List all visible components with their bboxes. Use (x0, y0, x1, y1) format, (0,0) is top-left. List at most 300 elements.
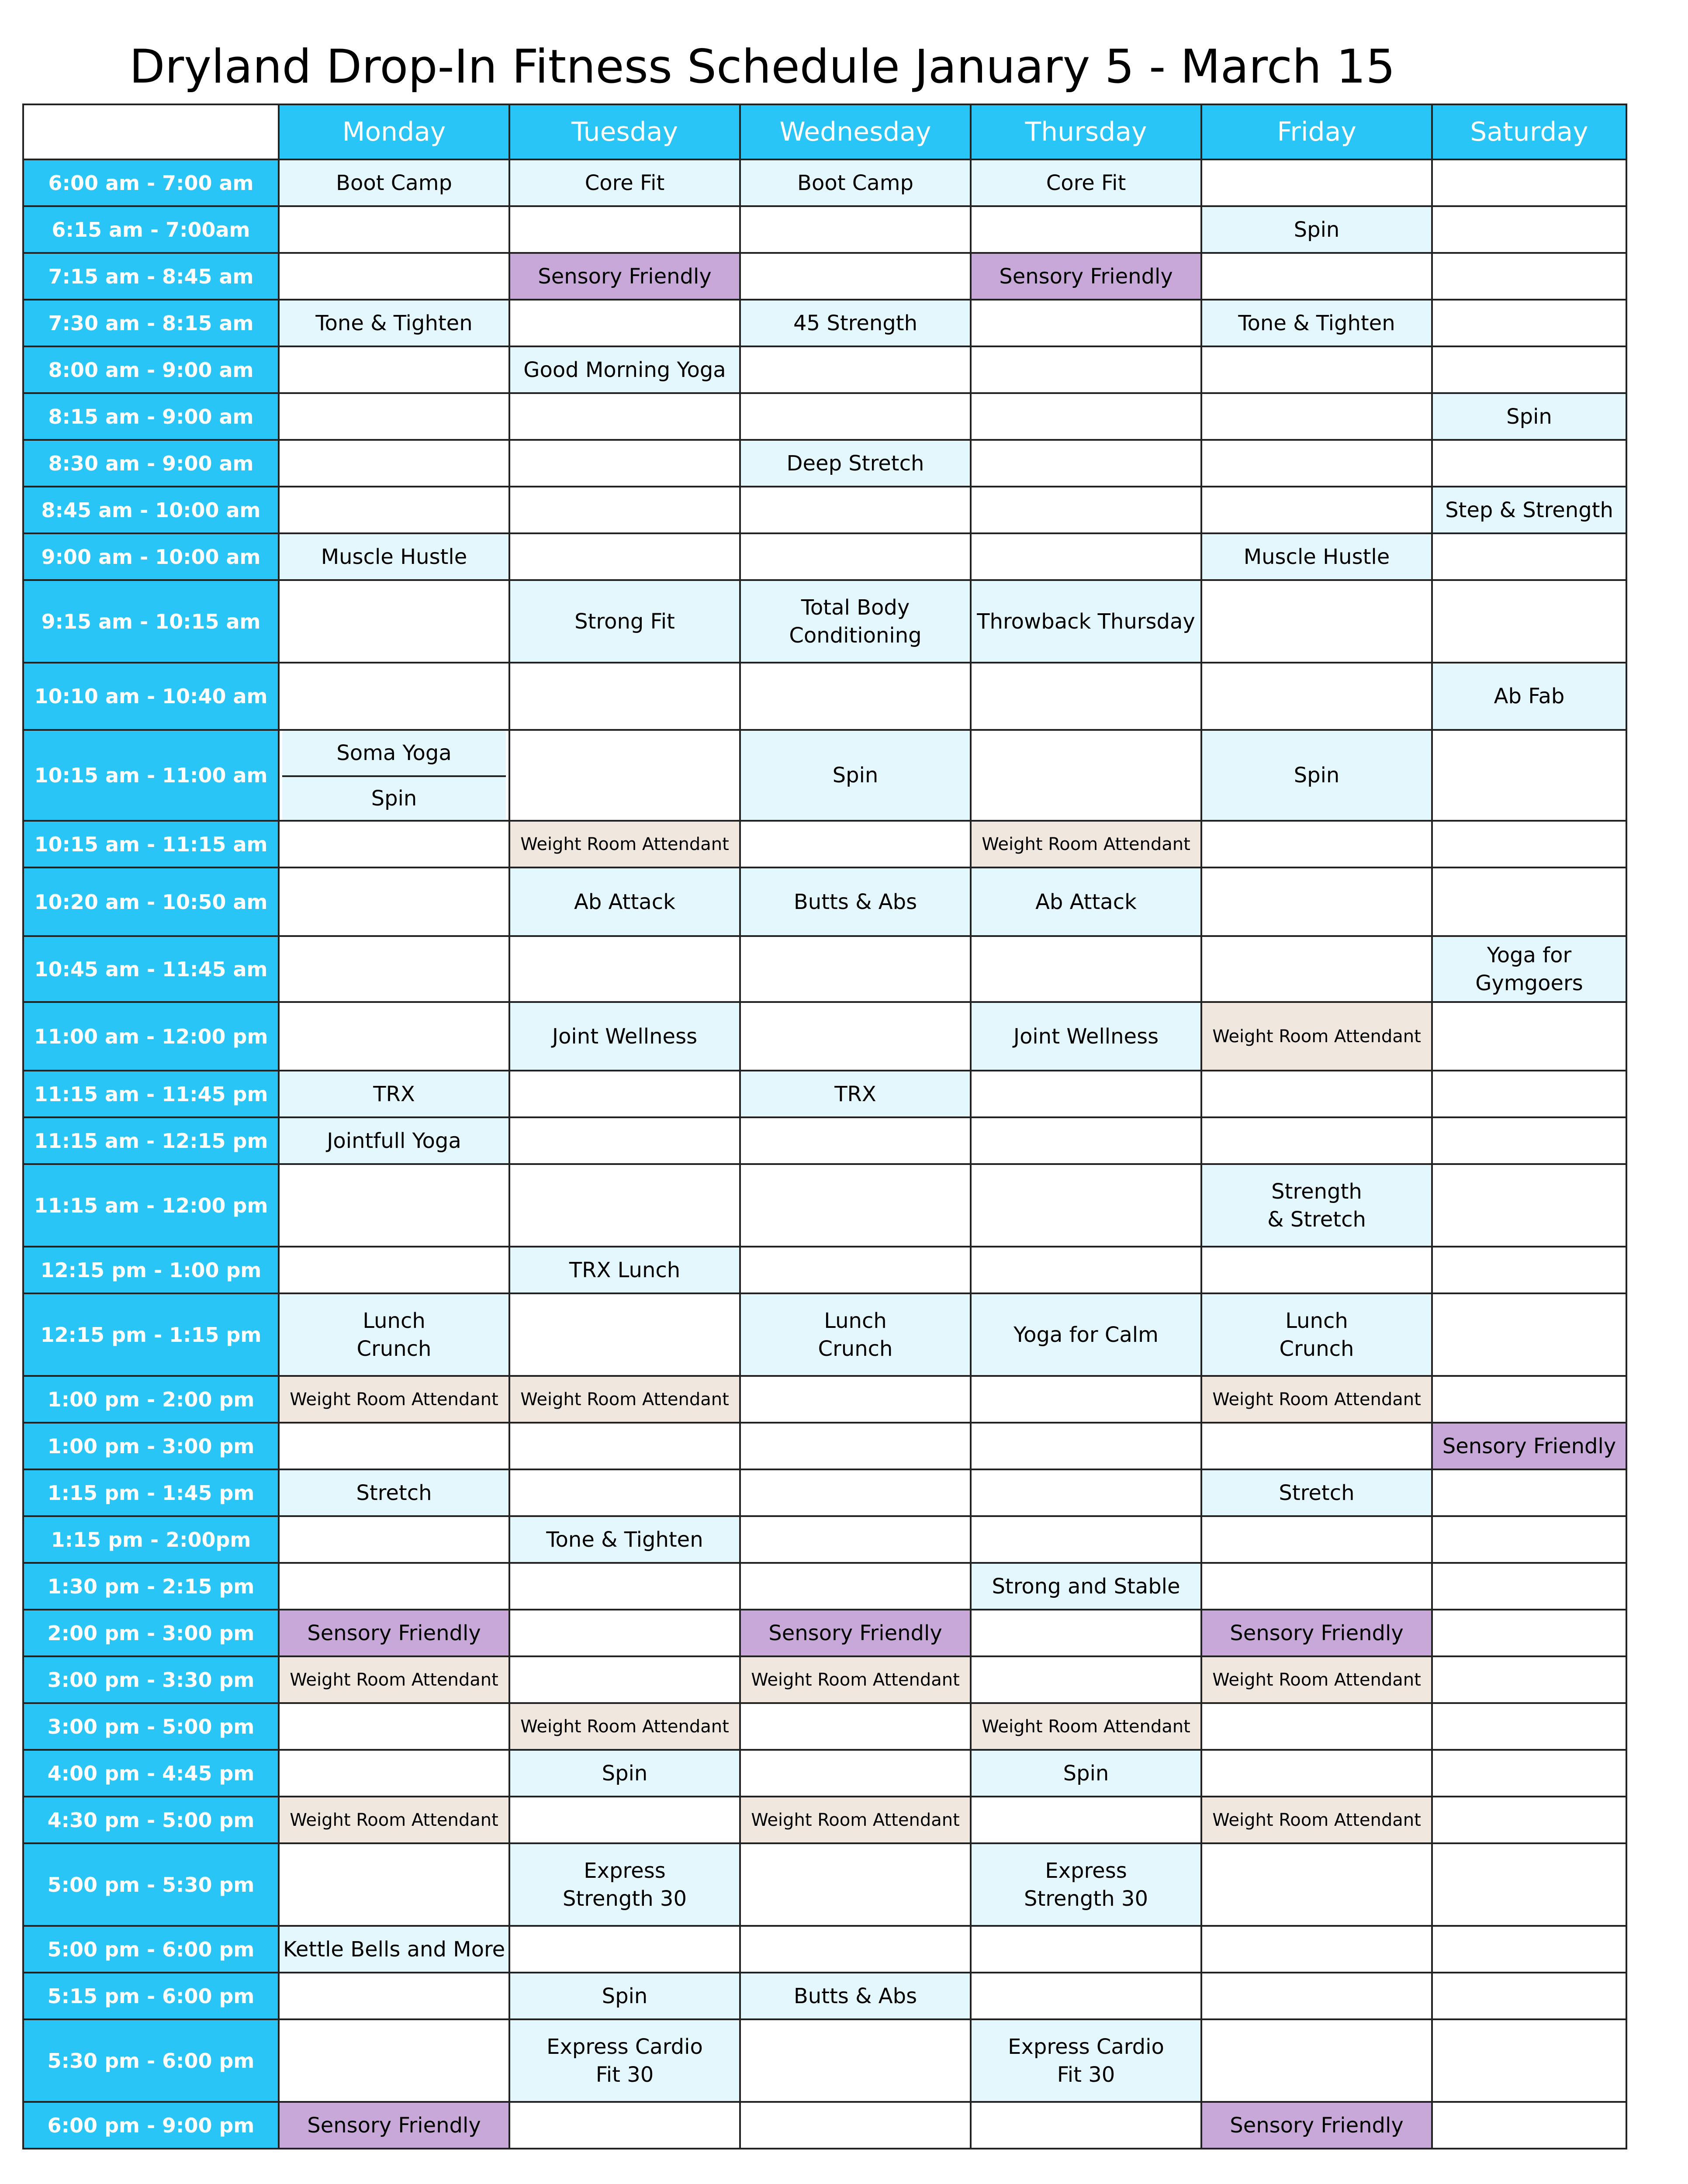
empty-cell (1432, 346, 1626, 393)
empty-cell (509, 1656, 740, 1703)
class-name: TRX (834, 1082, 876, 1106)
class-name: Strong Fit (574, 609, 675, 634)
class-cell (740, 300, 971, 346)
empty-cell (1432, 580, 1626, 663)
class-name: Yoga for Gymgoers (1475, 943, 1583, 995)
sensory-friendly-cell (279, 1610, 509, 1656)
schedule-row (23, 2102, 1626, 2149)
empty-cell (971, 1117, 1201, 1164)
empty-cell (509, 1164, 740, 1247)
time-slot-label: 1:15 pm - 2:00pm (23, 1516, 279, 1563)
class-entry: Spin (282, 775, 506, 820)
class-cell (1432, 663, 1626, 730)
class-name: Spin (602, 1761, 648, 1786)
weight-room-cell (1201, 1002, 1432, 1071)
sensory-friendly-cell (1201, 2102, 1432, 2149)
class-name: Weight Room Attendant (1212, 1026, 1421, 1047)
class-name: Yoga for Calm (1013, 1322, 1159, 1347)
class-name: Weight Room Attendant (982, 1716, 1190, 1737)
empty-cell (1201, 1750, 1432, 1797)
time-slot-label: 8:30 am - 9:00 am (23, 440, 279, 487)
empty-cell (1201, 1516, 1432, 1563)
time-slot-label: 11:00 am - 12:00 pm (23, 1002, 279, 1071)
empty-cell (1432, 1071, 1626, 1117)
empty-cell (279, 936, 509, 1002)
class-name: TRX Lunch (569, 1258, 681, 1282)
empty-cell (971, 440, 1201, 487)
empty-cell (1201, 1423, 1432, 1469)
time-slot-label: 12:15 pm - 1:15 pm (23, 1293, 279, 1376)
schedule-table (22, 104, 1627, 2149)
time-slot-label: 8:15 am - 9:00 am (23, 393, 279, 440)
corner-cell (23, 104, 279, 159)
empty-cell (740, 1703, 971, 1750)
empty-cell (971, 1973, 1201, 2019)
empty-cell (279, 2019, 509, 2102)
class-name: Throwback Thursday (977, 609, 1195, 634)
class-cell (509, 1750, 740, 1797)
empty-cell (1432, 1002, 1626, 1071)
empty-cell (740, 1926, 971, 1973)
empty-cell (279, 1973, 509, 2019)
class-name: Spin (1063, 1761, 1109, 1786)
class-name: Core Fit (1046, 170, 1126, 195)
class-cell (971, 159, 1201, 206)
time-slot-label: 10:45 am - 11:45 am (23, 936, 279, 1002)
class-cell (1432, 487, 1626, 533)
schedule-row (23, 1469, 1626, 1516)
class-cell (509, 1002, 740, 1071)
empty-cell (509, 730, 740, 821)
class-cell (509, 346, 740, 393)
class-name: Express Strength 30 (563, 1858, 687, 1911)
empty-cell (279, 1423, 509, 1469)
empty-cell (279, 346, 509, 393)
empty-cell (971, 1797, 1201, 1843)
time-slot-label: 1:15 pm - 1:45 pm (23, 1469, 279, 1516)
schedule-row (23, 1423, 1626, 1469)
empty-cell (1432, 2019, 1626, 2102)
class-name: Tone & Tighten (546, 1527, 703, 1552)
class-cell (971, 580, 1201, 663)
time-slot-label: 4:00 pm - 4:45 pm (23, 1750, 279, 1797)
empty-cell (1432, 821, 1626, 867)
class-name: Lunch Crunch (818, 1308, 893, 1361)
class-cell (509, 159, 740, 206)
weight-room-cell (279, 1656, 509, 1703)
class-name: Good Morning Yoga (523, 357, 726, 382)
class-cell (1201, 1164, 1432, 1247)
class-cell (740, 730, 971, 821)
empty-cell (1201, 346, 1432, 393)
time-slot-label: 9:15 am - 10:15 am (23, 580, 279, 663)
empty-cell (279, 1750, 509, 1797)
sensory-friendly-cell (1201, 1610, 1432, 1656)
class-name: Boot Camp (336, 170, 452, 195)
schedule-row (23, 1750, 1626, 1797)
empty-cell (971, 1423, 1201, 1469)
class-cell (509, 2019, 740, 2102)
class-name: Boot Camp (797, 170, 913, 195)
class-name: Tone & Tighten (1238, 311, 1395, 335)
empty-cell (1432, 300, 1626, 346)
class-name: Jointfull Yoga (327, 1128, 461, 1153)
class-cell (509, 580, 740, 663)
empty-cell (279, 1563, 509, 1610)
empty-cell (279, 1703, 509, 1750)
class-name: Sensory Friendly (1230, 1621, 1404, 1645)
schedule-row (23, 580, 1626, 663)
class-cell (509, 1973, 740, 2019)
class-name: Joint Wellness (552, 1024, 698, 1049)
class-name: Weight Room Attendant (1212, 1669, 1421, 1690)
empty-cell (971, 346, 1201, 393)
empty-cell (279, 1247, 509, 1293)
class-name: Butts & Abs (793, 1984, 917, 2008)
empty-cell (1201, 1247, 1432, 1293)
weight-room-cell (971, 821, 1201, 867)
empty-cell (971, 1469, 1201, 1516)
weight-room-cell (1201, 1656, 1432, 1703)
empty-cell (279, 1164, 509, 1247)
empty-cell (971, 1247, 1201, 1293)
class-cell (279, 1469, 509, 1516)
day-header-monday: Monday (279, 104, 509, 159)
empty-cell (279, 1843, 509, 1926)
schedule-row (23, 159, 1626, 206)
day-header-thursday: Thursday (971, 104, 1201, 159)
schedule-row (23, 206, 1626, 253)
class-name: Weight Room Attendant (290, 1389, 498, 1410)
time-slot-label: 3:00 pm - 3:30 pm (23, 1656, 279, 1703)
class-cell (1201, 533, 1432, 580)
class-name: Sensory Friendly (307, 2113, 481, 2138)
day-header-row (23, 104, 1626, 159)
time-slot-label: 12:15 pm - 1:00 pm (23, 1247, 279, 1293)
day-header-wednesday: Wednesday (740, 104, 971, 159)
schedule-row (23, 1563, 1626, 1610)
empty-cell (509, 1423, 740, 1469)
sensory-friendly-cell (740, 1610, 971, 1656)
class-cell (740, 440, 971, 487)
empty-cell (279, 487, 509, 533)
class-cell (740, 159, 971, 206)
class-name: Express Strength 30 (1024, 1858, 1148, 1911)
empty-cell (509, 1563, 740, 1610)
time-slot-label: 10:15 am - 11:00 am (23, 730, 279, 821)
empty-cell (279, 867, 509, 936)
empty-cell (971, 1656, 1201, 1703)
empty-cell (509, 1469, 740, 1516)
empty-cell (1432, 1926, 1626, 1973)
empty-cell (740, 346, 971, 393)
weight-room-cell (1201, 1797, 1432, 1843)
empty-cell (509, 1926, 740, 1973)
class-name: Sensory Friendly (999, 264, 1173, 289)
class-name: Sensory Friendly (1230, 2113, 1404, 2138)
weight-room-cell (509, 821, 740, 867)
class-name: Tone & Tighten (315, 311, 473, 335)
schedule-row (23, 821, 1626, 867)
empty-cell (740, 1469, 971, 1516)
empty-cell (740, 1843, 971, 1926)
empty-cell (509, 936, 740, 1002)
empty-cell (509, 487, 740, 533)
empty-cell (279, 663, 509, 730)
empty-cell (279, 440, 509, 487)
schedule-row (23, 1002, 1626, 1071)
empty-cell (509, 1071, 740, 1117)
empty-cell (1201, 2019, 1432, 2102)
empty-cell (1201, 253, 1432, 300)
empty-cell (740, 1750, 971, 1797)
class-name: Lunch Crunch (1279, 1308, 1354, 1361)
class-cell (740, 1293, 971, 1376)
class-name: Muscle Hustle (1243, 544, 1390, 569)
empty-cell (1432, 1376, 1626, 1423)
schedule-row (23, 533, 1626, 580)
empty-cell (509, 300, 740, 346)
class-name: Weight Room Attendant (290, 1669, 498, 1690)
schedule-row (23, 487, 1626, 533)
empty-cell (740, 1117, 971, 1164)
class-cell (971, 1750, 1201, 1797)
empty-cell (509, 1797, 740, 1843)
time-slot-label: 10:20 am - 10:50 am (23, 867, 279, 936)
schedule-row (23, 936, 1626, 1002)
class-cell (740, 867, 971, 936)
weight-room-cell (509, 1703, 740, 1750)
empty-cell (1432, 206, 1626, 253)
empty-cell (1432, 1703, 1626, 1750)
time-slot-label: 11:15 am - 11:45 pm (23, 1071, 279, 1117)
time-slot-label: 11:15 am - 12:15 pm (23, 1117, 279, 1164)
class-cell (971, 1843, 1201, 1926)
empty-cell (1432, 253, 1626, 300)
empty-cell (1432, 1164, 1626, 1247)
empty-cell (1201, 580, 1432, 663)
empty-cell (971, 1164, 1201, 1247)
empty-cell (509, 206, 740, 253)
empty-cell (1201, 663, 1432, 730)
class-name: Weight Room Attendant (520, 834, 729, 854)
schedule-row (23, 867, 1626, 936)
empty-cell (740, 1164, 971, 1247)
schedule-row (23, 440, 1626, 487)
empty-cell (1201, 1926, 1432, 1973)
empty-cell (1432, 1973, 1626, 2019)
time-slot-label: 8:00 am - 9:00 am (23, 346, 279, 393)
schedule-row (23, 1703, 1626, 1750)
empty-cell (971, 1071, 1201, 1117)
class-cell (971, 2019, 1201, 2102)
empty-cell (1432, 1610, 1626, 1656)
weight-room-cell (1201, 1376, 1432, 1423)
time-slot-label: 10:10 am - 10:40 am (23, 663, 279, 730)
day-header-friday: Friday (1201, 104, 1432, 159)
time-slot-label: 11:15 am - 12:00 pm (23, 1164, 279, 1247)
empty-cell (279, 1002, 509, 1071)
class-cell (1201, 206, 1432, 253)
class-cell (740, 580, 971, 663)
weight-room-cell (740, 1797, 971, 1843)
empty-cell (971, 730, 1201, 821)
class-cell (279, 300, 509, 346)
empty-cell (509, 2102, 740, 2149)
time-slot-label: 7:30 am - 8:15 am (23, 300, 279, 346)
class-name: Deep Stretch (786, 451, 924, 476)
empty-cell (1432, 1843, 1626, 1926)
split-cell-monday (279, 730, 509, 821)
empty-cell (740, 1376, 971, 1423)
schedule-row (23, 1071, 1626, 1117)
time-slot-label: 4:30 pm - 5:00 pm (23, 1797, 279, 1843)
empty-cell (279, 253, 509, 300)
class-cell (279, 1071, 509, 1117)
empty-cell (279, 393, 509, 440)
empty-cell (971, 487, 1201, 533)
time-slot-label: 5:00 pm - 6:00 pm (23, 1926, 279, 1973)
class-cell (1201, 300, 1432, 346)
empty-cell (1201, 393, 1432, 440)
empty-cell (1201, 936, 1432, 1002)
schedule-row (23, 2019, 1626, 2102)
schedule-row (23, 1973, 1626, 2019)
schedule-row (23, 253, 1626, 300)
empty-cell (971, 300, 1201, 346)
schedule-row (23, 1164, 1626, 1247)
empty-cell (740, 1563, 971, 1610)
empty-cell (740, 393, 971, 440)
class-name: Sensory Friendly (768, 1621, 942, 1645)
class-name: Express Cardio Fit 30 (547, 2034, 703, 2087)
class-cell (279, 1293, 509, 1376)
empty-cell (1432, 1563, 1626, 1610)
class-cell (1201, 730, 1432, 821)
schedule-body (23, 159, 1626, 2149)
class-name: Express Cardio Fit 30 (1008, 2034, 1164, 2087)
empty-cell (1432, 1516, 1626, 1563)
class-name: Spin (1506, 404, 1552, 429)
time-slot-label: 3:00 pm - 5:00 pm (23, 1703, 279, 1750)
schedule-row (23, 346, 1626, 393)
class-name: Weight Room Attendant (1212, 1810, 1421, 1830)
weight-room-cell (509, 1376, 740, 1423)
empty-cell (509, 440, 740, 487)
sensory-friendly-cell (509, 253, 740, 300)
empty-cell (1432, 1247, 1626, 1293)
class-cell (740, 1071, 971, 1117)
empty-cell (971, 206, 1201, 253)
empty-cell (971, 1926, 1201, 1973)
time-slot-label: 1:00 pm - 3:00 pm (23, 1423, 279, 1469)
time-slot-label: 10:15 am - 11:15 am (23, 821, 279, 867)
class-cell (509, 1516, 740, 1563)
empty-cell (1201, 1117, 1432, 1164)
empty-cell (740, 487, 971, 533)
class-cell (1201, 1469, 1432, 1516)
empty-cell (971, 1610, 1201, 1656)
schedule-row (23, 1376, 1626, 1423)
weight-room-cell (279, 1797, 509, 1843)
empty-cell (971, 936, 1201, 1002)
class-name: Core Fit (585, 170, 665, 195)
class-name: Sensory Friendly (1442, 1434, 1616, 1458)
class-name: Lunch Crunch (356, 1308, 432, 1361)
sensory-friendly-cell (1432, 1423, 1626, 1469)
class-name: Butts & Abs (793, 889, 917, 914)
class-name: Weight Room Attendant (1212, 1389, 1421, 1410)
class-name: Weight Room Attendant (290, 1810, 498, 1830)
empty-cell (971, 533, 1201, 580)
time-slot-label: 8:45 am - 10:00 am (23, 487, 279, 533)
class-name: Sensory Friendly (307, 1621, 481, 1645)
empty-cell (971, 663, 1201, 730)
empty-cell (509, 393, 740, 440)
empty-cell (740, 2019, 971, 2102)
schedule-row (23, 1610, 1626, 1656)
empty-cell (1201, 867, 1432, 936)
time-slot-label: 9:00 am - 10:00 am (23, 533, 279, 580)
empty-cell (1201, 821, 1432, 867)
class-cell (971, 1563, 1201, 1610)
class-name: Weight Room Attendant (982, 834, 1190, 854)
schedule-row (23, 730, 1626, 821)
schedule-row (23, 1843, 1626, 1926)
class-name: Kettle Bells and More (283, 1937, 505, 1962)
sensory-friendly-cell (279, 2102, 509, 2149)
empty-cell (1432, 730, 1626, 821)
day-header-saturday: Saturday (1432, 104, 1626, 159)
empty-cell (1432, 2102, 1626, 2149)
empty-cell (740, 821, 971, 867)
class-cell (971, 867, 1201, 936)
class-name: Ab Attack (574, 889, 675, 914)
class-name: Joint Wellness (1013, 1024, 1159, 1049)
class-cell (509, 867, 740, 936)
class-cell (509, 1247, 740, 1293)
class-cell (971, 1293, 1201, 1376)
time-slot-label: 6:15 am - 7:00am (23, 206, 279, 253)
empty-cell (279, 580, 509, 663)
class-name: Weight Room Attendant (520, 1716, 729, 1737)
empty-cell (1201, 1843, 1432, 1926)
page-title: Dryland Drop-In Fitness Schedule January 5 - March 15 (129, 40, 1395, 93)
empty-cell (509, 1610, 740, 1656)
class-name: Spin (1294, 217, 1340, 242)
class-name: Stretch (356, 1480, 432, 1505)
class-name: Sensory Friendly (538, 264, 712, 289)
empty-cell (740, 1247, 971, 1293)
empty-cell (740, 2102, 971, 2149)
class-cell (1432, 393, 1626, 440)
empty-cell (740, 253, 971, 300)
schedule-row (23, 1516, 1626, 1563)
empty-cell (971, 2102, 1201, 2149)
class-cell (740, 1973, 971, 2019)
empty-cell (1432, 440, 1626, 487)
empty-cell (509, 533, 740, 580)
class-cell (1432, 936, 1626, 1002)
empty-cell (740, 206, 971, 253)
empty-cell (1432, 1293, 1626, 1376)
time-slot-label: 6:00 am - 7:00 am (23, 159, 279, 206)
empty-cell (279, 206, 509, 253)
class-cell (279, 533, 509, 580)
class-name: Weight Room Attendant (520, 1389, 729, 1410)
time-slot-label: 7:15 am - 8:45 am (23, 253, 279, 300)
empty-cell (1432, 1797, 1626, 1843)
